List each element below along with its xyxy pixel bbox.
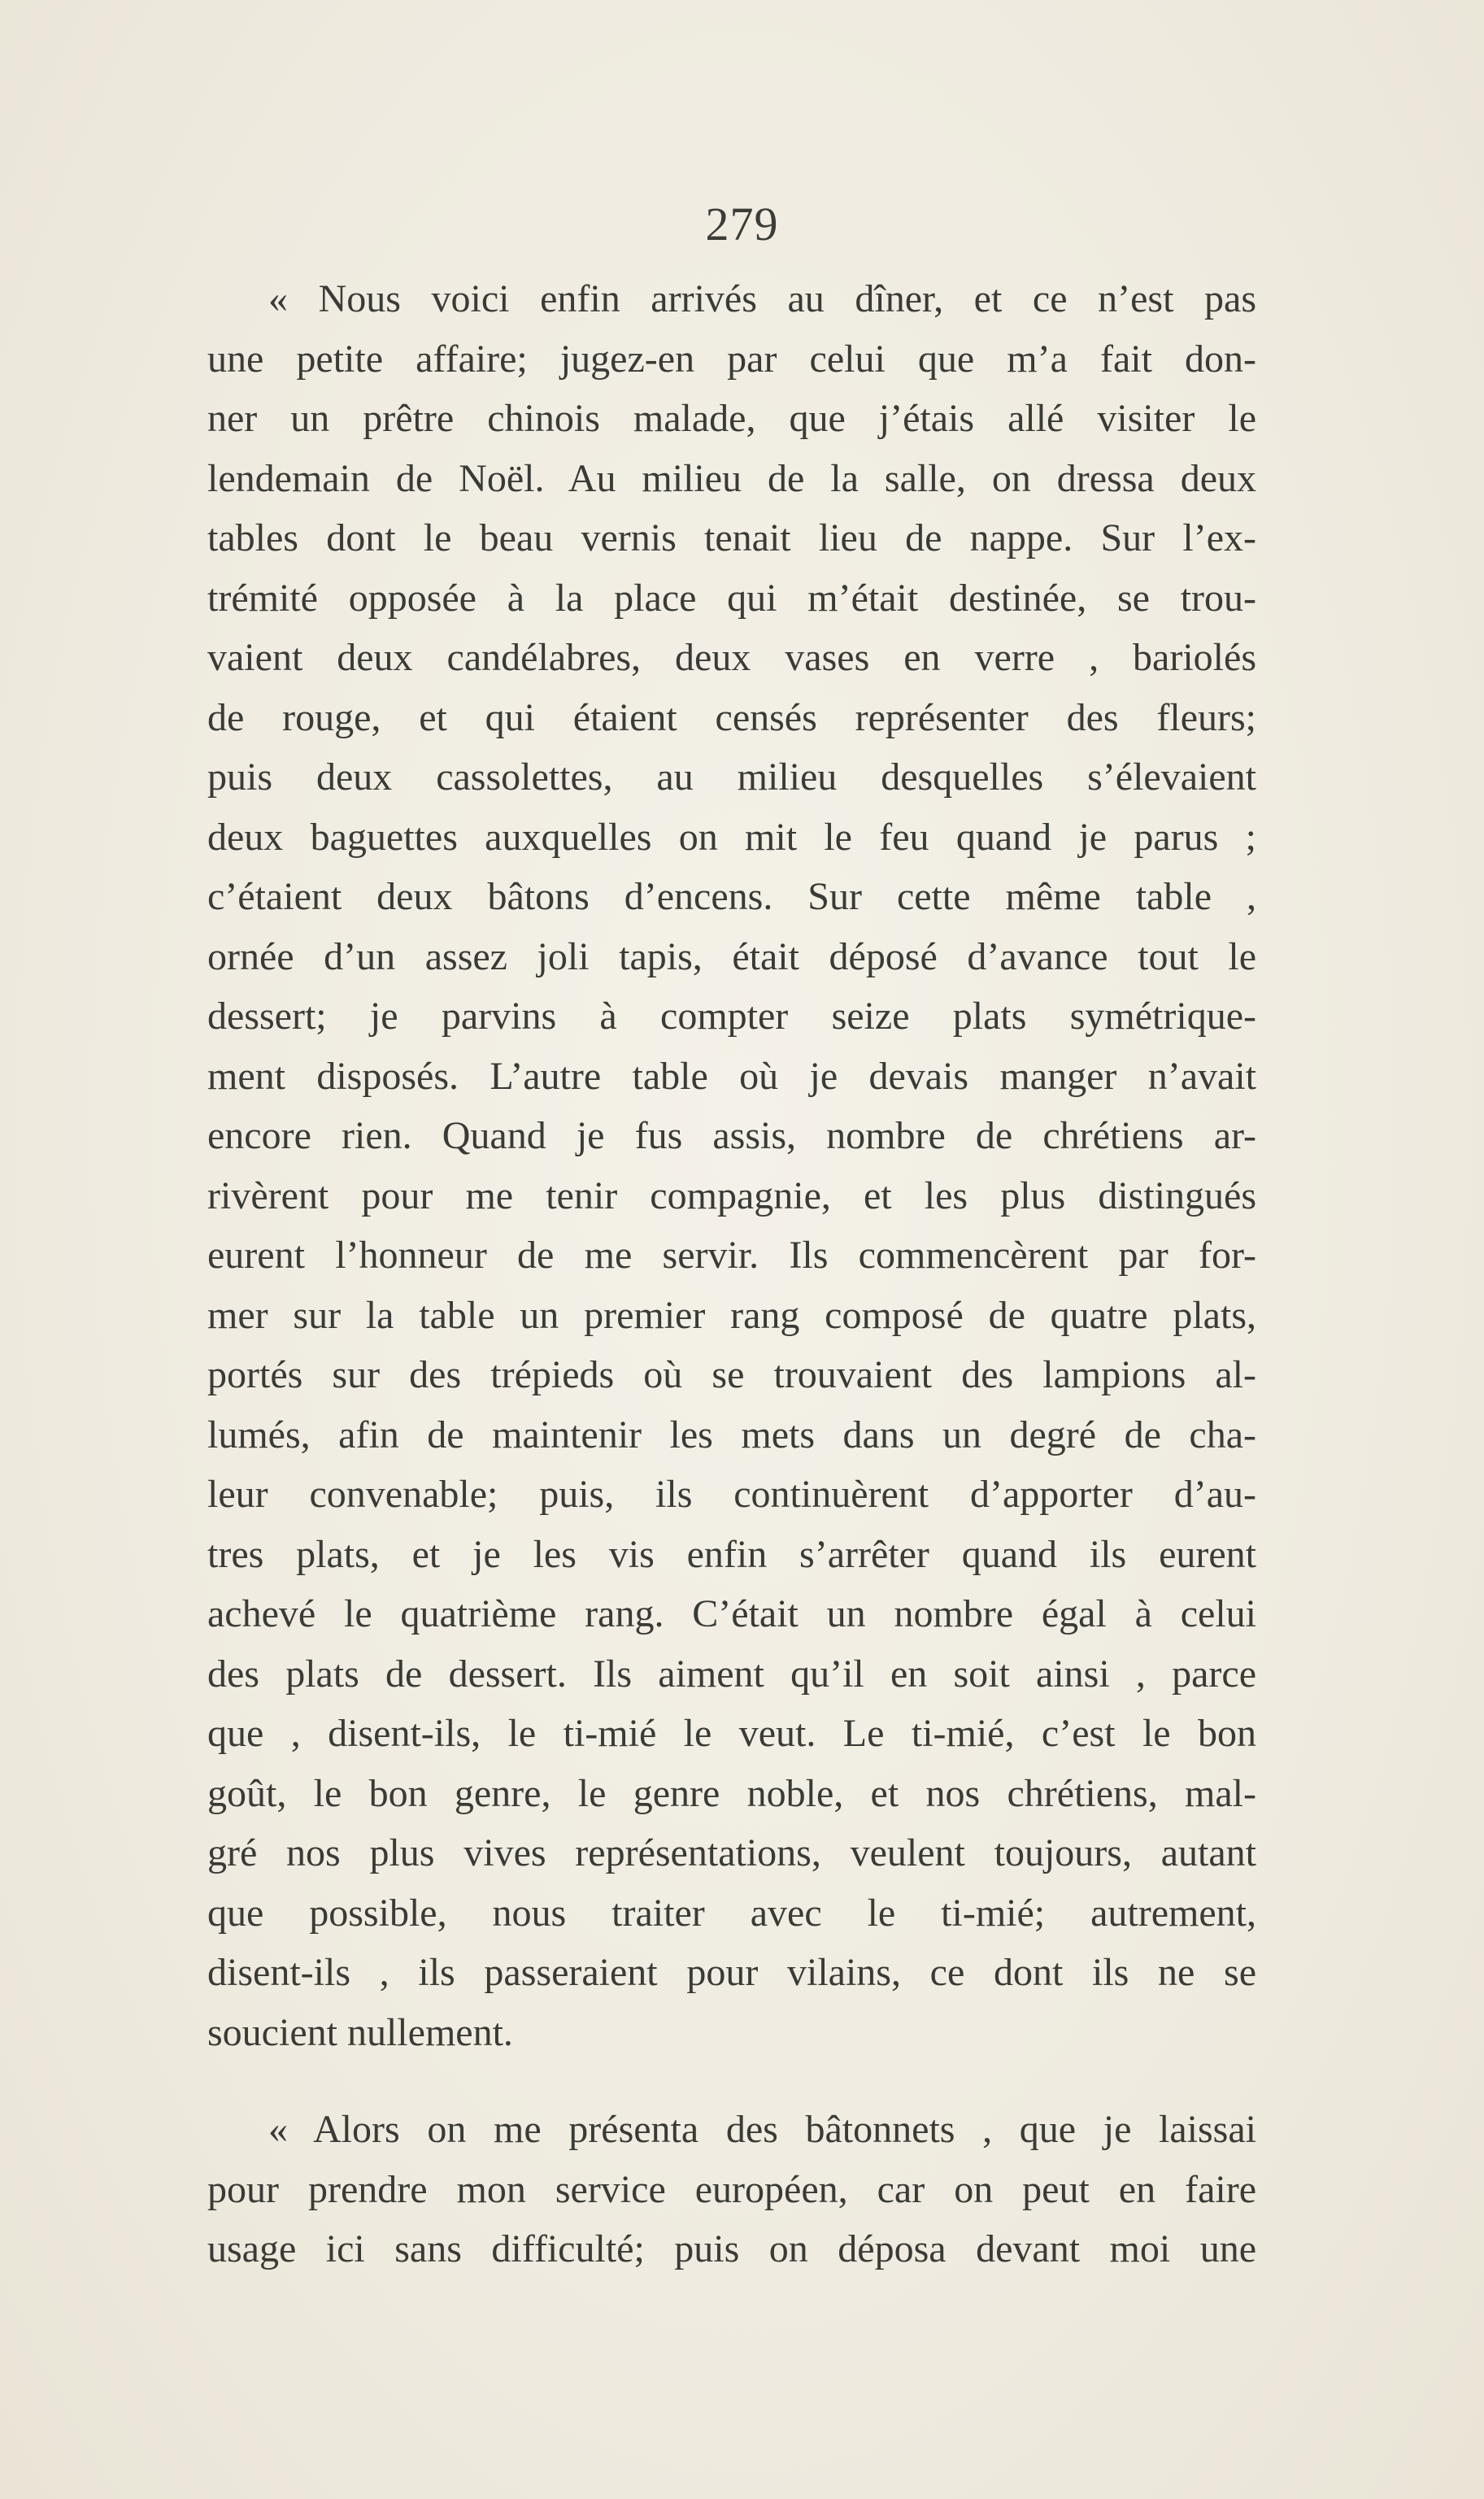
text-line: lumés, afin de maintenir les mets dans un degré de cha- xyxy=(207,1413,1256,1456)
text-line: ment disposés. L’autre table où je devais manger n’avait xyxy=(207,1054,1256,1098)
paragraph-2 xyxy=(207,2100,1256,2279)
text-line: tables dont le beau vernis tenait lieu de nappe. Sur l’ex- xyxy=(207,516,1256,559)
text-line: gré nos plus vives représentations, veulent toujours, autant xyxy=(207,1831,1256,1874)
text-line: mer sur la table un premier rang composé de quatre plats, xyxy=(207,1293,1256,1337)
text-line: pour prendre mon service européen, car on peut en faire xyxy=(207,2167,1256,2211)
text-line: leur convenable; puis, ils continuèrent d’apporter d’au- xyxy=(207,1473,1256,1516)
text-line: dessert; je parvins à compter seize plats symétrique- xyxy=(207,995,1256,1038)
text-line: lendemain de Noël. Au milieu de la salle, on dressa deux xyxy=(207,456,1256,500)
text-line: deux baguettes auxquelles on mit le feu quand je parus ; xyxy=(207,815,1256,859)
text-line: c’étaient deux bâtons d’encens. Sur cette même table , xyxy=(207,875,1256,918)
text-line: rivèrent pour me tenir compagnie, et les plus distingués xyxy=(207,1173,1256,1217)
text-line: disent-ils , ils passeraient pour vilains, ce dont ils ne se xyxy=(207,1951,1256,1994)
text-line: puis deux cassolettes, au milieu desquelles s’élevaient xyxy=(207,755,1256,799)
text-line: tres plats, et je les vis enfin s’arrêter quand ils eurent xyxy=(207,1532,1256,1576)
text-line: goût, le bon genre, le genre noble, et nos chrétiens, mal- xyxy=(207,1771,1256,1815)
text-line: que possible, nous traiter avec le ti-mié; autrement, xyxy=(207,1891,1256,1935)
text-line: soucient nullement. xyxy=(207,2010,513,2054)
text-line: trémité opposée à la place qui m’était destinée, se trou- xyxy=(207,576,1256,620)
page-number: 279 xyxy=(705,198,779,250)
text-line: « Nous voici enfin arrivés au dîner, et ce n’est pas xyxy=(268,277,1256,320)
text-line: ner un prêtre chinois malade, que j’étais allé visiter le xyxy=(207,397,1256,440)
text-line: portés sur des trépieds où se trouvaient des lampions al- xyxy=(207,1353,1256,1396)
text-line: eurent l’honneur de me servir. Ils commencèrent par for- xyxy=(207,1234,1256,1277)
text-line: que , disent-ils, le ti-mié le veut. Le ti-mié, c’est le bon xyxy=(207,1712,1256,1755)
paragraph-1 xyxy=(207,269,1256,2062)
text-line: ornée d’un assez joli tapis, était déposé d’avance tout le xyxy=(207,934,1256,978)
text-line: une petite affaire; jugez-en par celui que m’a fait don- xyxy=(207,337,1256,381)
text-line: de rouge, et qui étaient censés représenter des fleurs; xyxy=(207,695,1256,739)
text-line: des plats de dessert. Ils aiment qu’il en soit ainsi , parce xyxy=(207,1652,1256,1696)
text-line: achevé le quatrième rang. C’était un nombre égal à celui xyxy=(207,1592,1256,1635)
text-line: vaient deux candélabres, deux vases en verre , bariolés xyxy=(207,636,1256,679)
text-line: « Alors on me présenta des bâtonnets , que je laissai xyxy=(268,2108,1256,2151)
text-line: encore rien. Quand je fus assis, nombre de chrétiens ar- xyxy=(207,1114,1256,1157)
text-line: usage ici sans difficulté; puis on déposa devant moi une xyxy=(207,2227,1256,2270)
